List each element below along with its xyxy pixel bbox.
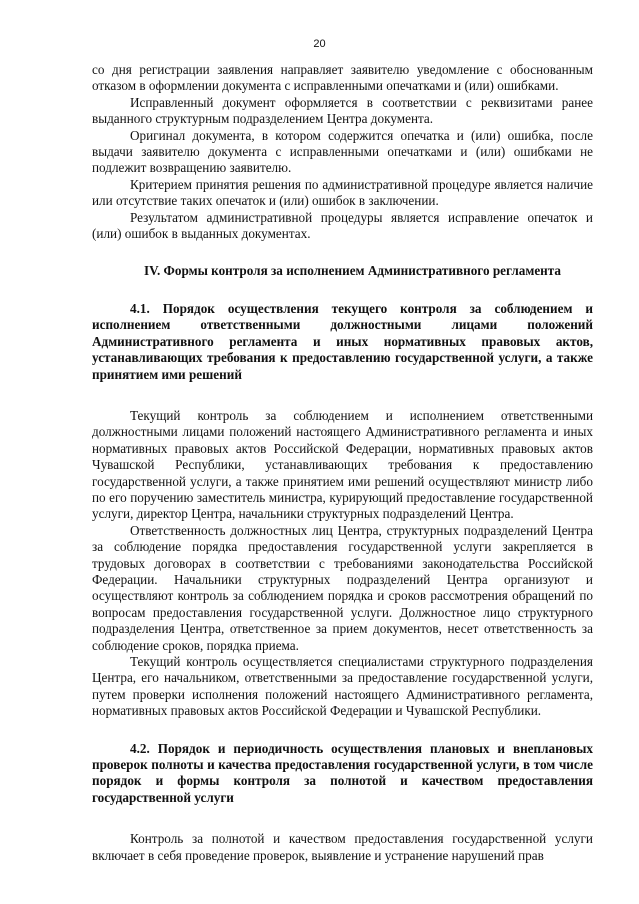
subsection-1-paragraph-2: Ответственность должностных лиц Центра, структурных подразделений Центра за соблюдение порядка предоставления государственной услуги закрепляется в трудовых договорах в соответствии с требованиями законодательства Российской Федерации. Начальники структурных подразделений Центра организуют и осуществляют контроль за соблюдением порядка и сроков рассмотрения обращений по вопросам предоставления государственной услуги. Должностное лицо структурного подразделения Центра, ответственное за прием документов, несет ответственность за соблюдение сроков, порядка приема. bbox=[92, 522, 593, 653]
document-body bbox=[92, 62, 593, 864]
intro-paragraph-5: Результатом административной процедуры является исправление опечаток и (или) ошибок в выданных документах. bbox=[92, 209, 593, 242]
page-number: 20 bbox=[313, 38, 326, 50]
intro-paragraph-3: Оригинал документа, в котором содержится опечатка и (или) ошибка, после выдачи заявителю документа с исправленными опечатками и (или) ошибками не подлежит возвращению заявителю. bbox=[92, 127, 593, 176]
section-title: IV. Формы контроля за исполнением Административного регламента bbox=[143, 263, 561, 279]
subsection-1-heading: 4.1. Порядок осуществления текущего контроля за соблюдением и исполнением ответственными должностными лицами положений Административного регламента и иных нормативных правовых актов, устанавливающих требования к предоставлению государственной услуги, а также принятием ими решений bbox=[92, 300, 593, 382]
subsection-2-paragraph-1: Контроль за полнотой и качеством предоставления государственной услуги включает в себя проведение проверок, выявление и устранение нарушений прав bbox=[92, 831, 593, 863]
subsection-1-paragraph-3: Текущий контроль осуществляется специалистами структурного подразделения Центра, его начальником, ответственными за предоставление государственной услуги, путем проверки исполнения положений настоящего Административного регламента, нормативных правовых актов Российской Федерации и Чувашской Республики. bbox=[92, 654, 593, 719]
subsection-1-paragraph-1: Текущий контроль за соблюдением и исполнением ответственными должностными лицами положений настоящего Административного регламента и иных нормативных правовых актов Российской Федерации, нормативных правовых актов Чувашской Республики, устанавливающих требования к предоставлению государственной услуги, а также принятием ими решений осуществляют министр либо по его поручению заместитель министра, курирующий предоставление государственной услуги, директор Центра, начальники структурных подразделений Центра. bbox=[92, 407, 593, 522]
intro-paragraph-2: Исправленный документ оформляется в соответствии с реквизитами ранее выданного структурным подразделением Центра документа. bbox=[92, 94, 593, 127]
subsection-2-heading: 4.2. Порядок и периодичность осуществления плановых и внеплановых проверок полноты и качества предоставления государственной услуги, в том числе порядок и формы контроля за полнотой и качеством предоставления государственной услуги bbox=[92, 740, 593, 805]
intro-paragraph-4: Критерием принятия решения по административной процедуре является наличие или отсутствие таких опечаток и (или) ошибок в заключении. bbox=[92, 176, 593, 209]
intro-paragraph-1: со дня регистрации заявления направляет заявителю уведомление с обоснованным отказом в оформлении документа с исправленными опечатками и (или) ошибками. bbox=[92, 62, 593, 94]
